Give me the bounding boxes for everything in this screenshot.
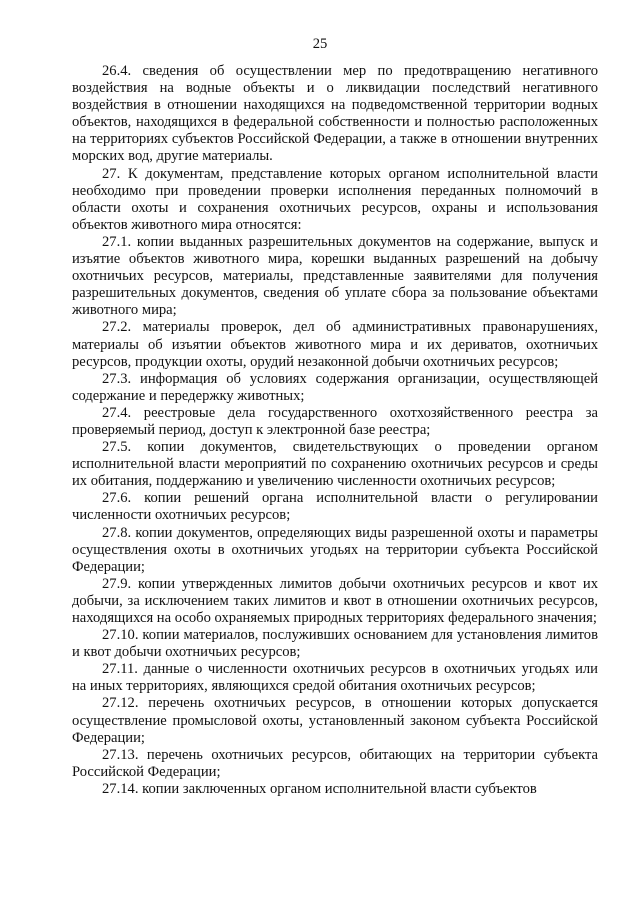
document-body bbox=[72, 63, 598, 798]
paragraph-27-10: 27.10. копии материалов, послуживших основанием для установления лимитов и квот добычи охотничьих ресурсов; bbox=[72, 627, 598, 661]
paragraph-27-14: 27.14. копии заключенных органом исполнительной власти субъектов bbox=[102, 780, 537, 797]
paragraph-27-12: 27.12. перечень охотничьих ресурсов, в отношении которых допускается осуществление промысловой охоты, установленный законом субъекта Российской Федерации; bbox=[72, 695, 598, 746]
paragraph-27-5: 27.5. копии документов, свидетельствующих о проведении органом исполнительной власти мероприятий по сохранению охотничьих ресурсов и среды их обитания, поддержанию и увеличению численности охотничьих ресурсов; bbox=[72, 439, 598, 490]
paragraph-27-4: 27.4. реестровые дела государственного охотхозяйственного реестра за проверяемый период, доступ к электронной базе реестра; bbox=[72, 404, 598, 438]
page-number: 25 bbox=[312, 36, 328, 52]
paragraph-27-6: 27.6. копии решений органа исполнительной власти о регулировании численности охотничьих ресурсов; bbox=[72, 490, 598, 524]
paragraph-27-8: 27.8. копии документов, определяющих виды разрешенной охоты и параметры осуществления охоты в охотничьих угодьях на территории субъекта Российской Федерации; bbox=[72, 524, 598, 575]
paragraph-27-11: 27.11. данные о численности охотничьих ресурсов в охотничьих угодьях или на иных территориях, являющихся средой обитания охотничьих ресурсов; bbox=[72, 661, 598, 695]
paragraph-27-13: 27.13. перечень охотничьих ресурсов, обитающих на территории субъекта Российской Федерации; bbox=[72, 746, 598, 780]
paragraph-27-9: 27.9. копии утвержденных лимитов добычи охотничьих ресурсов и квот их добычи, за исключением таких лимитов и квот в отношении охотничьих ресурсов, находящихся на особо охраняемых природных территориях федерального значения; bbox=[72, 575, 598, 626]
paragraph-27-1: 27.1. копии выданных разрешительных документов на содержание, выпуск и изъятие объектов животного мира, корешки выданных разрешений на добычу охотничьих ресурсов, материалы, представленные заявителями для получения разрешительных документов, сведения об уплате сбора за пользование объектами животного мира; bbox=[72, 233, 598, 319]
paragraph-26-4: 26.4. сведения об осуществлении мер по предотвращению негативного воздействия на водные объекты и о ликвидации последствий негативного воздействия в отношении находящихся на подведомственной территории водных объектов, находящихся в федеральной собственности и полностью расположенных на территориях субъектов Российской Федерации, а также в отношении внутренних морских вод, другие материалы. bbox=[72, 63, 598, 165]
paragraph-27: 27. К документам, представление которых органом исполнительной власти необходимо при проведении проверки исполнения переданных полномочий в области охоты и сохранения охотничьих ресурсов, охраны и использования объектов животного мира относятся: bbox=[72, 165, 598, 233]
paragraph-27-2: 27.2. материалы проверок, дел об административных правонарушениях, материалы об изъятии объектов животного мира и их дериватов, охотничьих ресурсов, продукции охоты, орудий незаконной добычи охотничьих ресурсов; bbox=[72, 319, 598, 370]
paragraph-27-3: 27.3. информация об условиях содержания организации, осуществляющей содержание и передержку животных; bbox=[72, 370, 598, 404]
